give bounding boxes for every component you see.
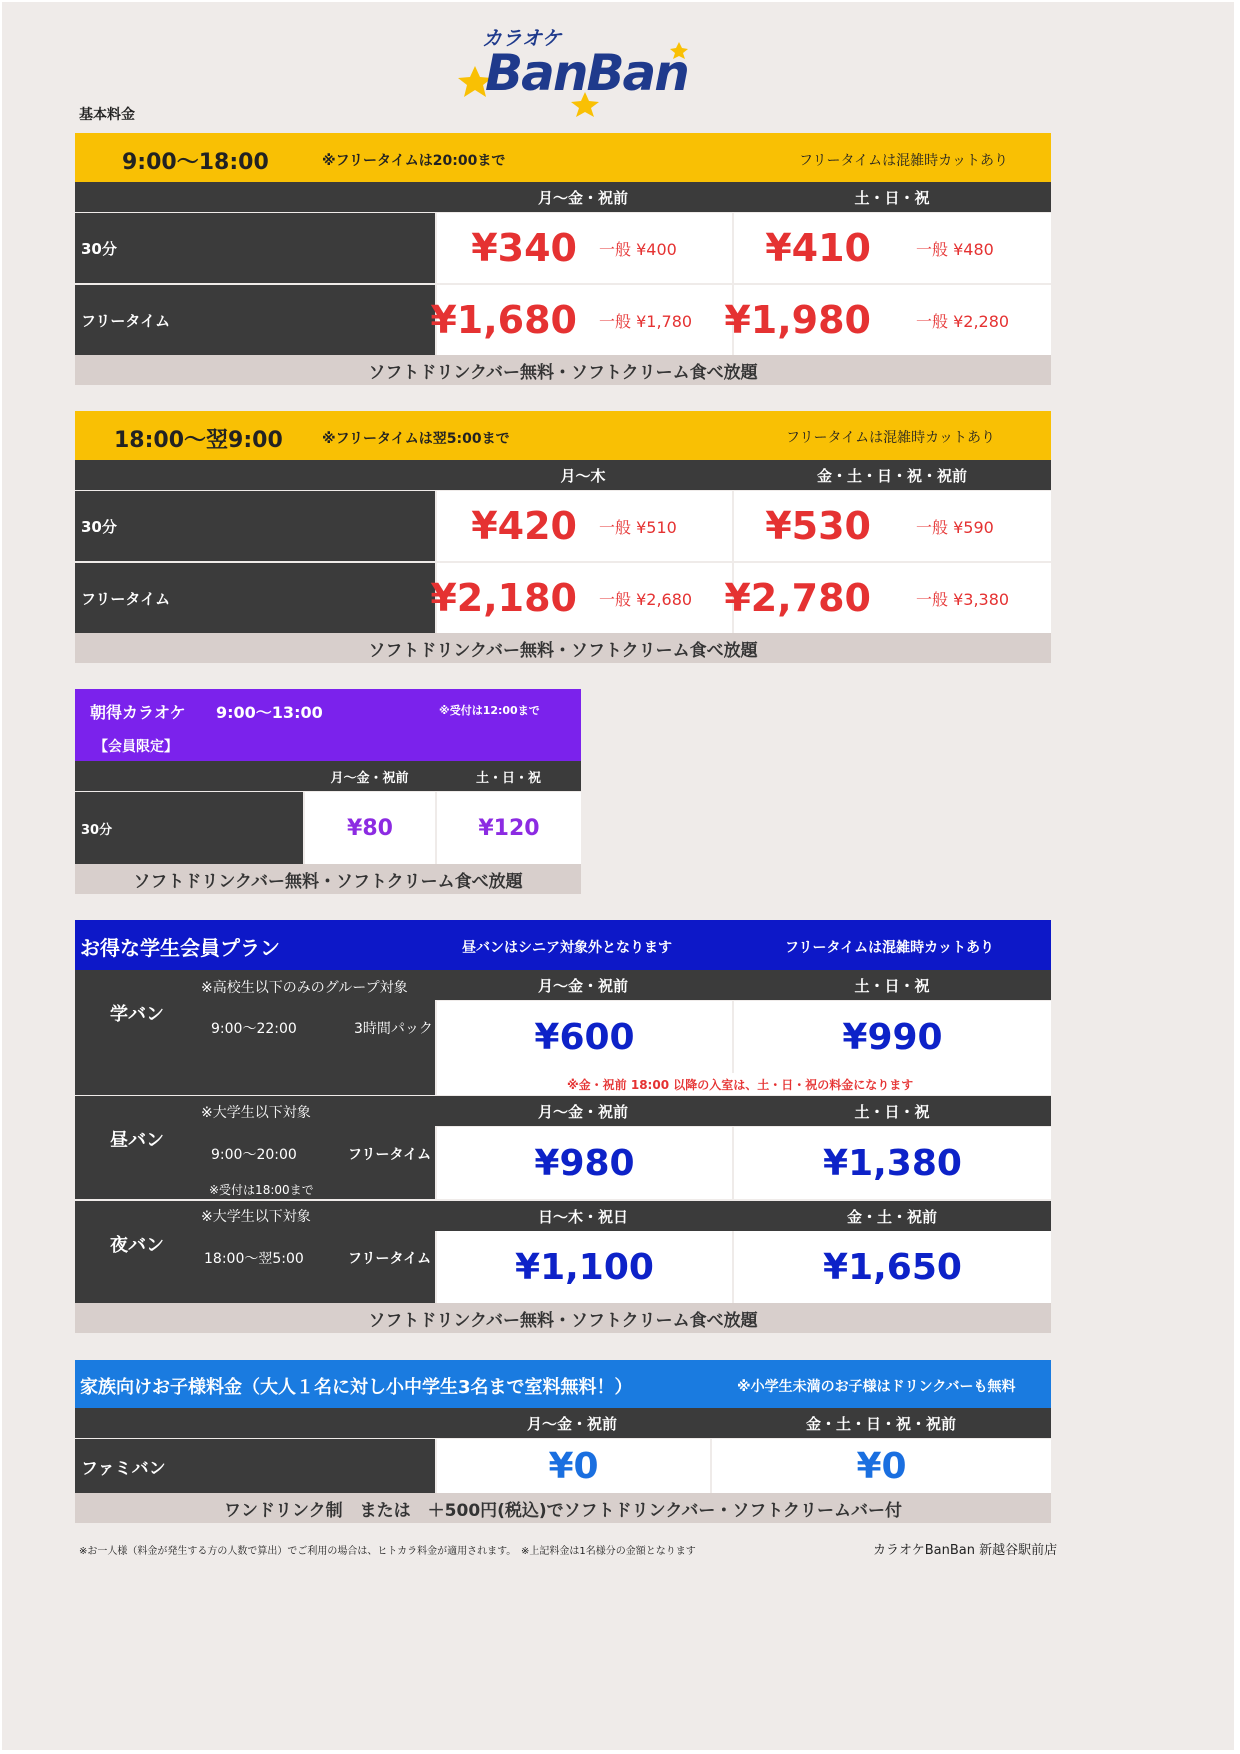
price: ¥0 [548,1445,599,1487]
price: ¥990 [842,1016,943,1058]
day-time: 9:00〜18:00 [122,150,269,175]
day-col1: 月〜金・祝前 [537,188,628,207]
student-footer: ソフトドリンクバー無料・ソフトクリーム食べ放題 [75,1303,1051,1333]
plan-col2: 土・日・祝 [854,976,930,995]
plan-name: 夜バン [110,1235,164,1256]
price: ¥1,100 [515,1246,654,1288]
night-row2-label: フリータイム [75,563,435,633]
plan-gakuban-cell2 [734,1001,1051,1073]
family-row-label: ファミバン [75,1439,435,1493]
plan-target: ※大学生以下対象 [201,1209,311,1225]
price: ¥2,180 [430,576,577,620]
price: ¥120 [478,815,540,841]
night-col1: 月〜木 [560,466,606,485]
student-note: 昼バンはシニア対象外となります [462,940,672,956]
price: ¥1,650 [823,1246,962,1288]
plan-col2: 金・土・祝前 [846,1207,937,1226]
morning-member: 【会員限定】 [94,739,178,755]
family-col1: 月〜金・祝前 [526,1414,617,1433]
night-col2: 金・土・日・祝・祝前 [816,466,967,485]
day-row1-cell2 [734,213,1051,283]
logo-top-text: カラオケ [482,26,562,50]
night-row1-label: 30分 [75,491,435,561]
logo-main-text: BanBan [485,44,688,102]
plan-type: フリータイム [348,1251,432,1267]
general-price: 一般 ¥510 [599,517,677,537]
family-cell2 [712,1439,1051,1493]
night-row2-cell2 [724,563,1051,633]
plan-extra-note: ※金・祝前 18:00 以降の入室は、土・日・祝の料金になります [567,1078,914,1092]
day-footer: ソフトドリンクバー無料・ソフトクリーム食べ放題 [75,355,1051,385]
bottom-note-2: ※上記料金は1名様分の金額となります [521,1546,696,1557]
plan-time: 18:00〜翌5:00 [204,1251,304,1267]
price: ¥980 [534,1142,635,1184]
plan-col2: 土・日・祝 [854,1102,930,1121]
family-note: ※小学生未満のお子様はドリンクバーも無料 [737,1379,1016,1395]
price: ¥1,980 [724,298,871,342]
family-cell1 [437,1439,710,1493]
night-row1-cell2 [734,491,1051,561]
student-cut-note: フリータイムは混雑時カットあり [785,940,995,956]
student-title: お得な学生会員プラン [80,936,280,960]
family-col2: 金・土・日・祝・祝前 [805,1414,956,1433]
price: ¥2,780 [724,576,871,620]
price: ¥340 [471,226,577,270]
bottom-note-1: ※お一人様（料金が発生する方の人数で算出）でご利用の場合は、ヒトカラ料金が適用されます。 [79,1546,517,1557]
night-footer: ソフトドリンクバー無料・ソフトクリーム食べ放題 [75,633,1051,663]
family-title: 家族向けお子様料金（大人１名に対し小中学生3名まで室料無料！） [80,1377,633,1398]
morning-col1: 月〜金・祝前 [330,770,409,786]
morning-note: ※受付は12:00まで [439,704,540,717]
morning-title: 朝得カラオケ [90,703,186,722]
plan-name: 昼バン [110,1130,164,1151]
price: ¥410 [765,226,871,270]
general-price: 一般 ¥2,280 [916,311,1010,331]
day-row1-cell1 [437,213,732,283]
morning-cell1 [305,792,435,864]
price: ¥1,680 [430,298,577,342]
store-name: カラオケBanBan 新越谷駅前店 [873,1543,1058,1558]
plan-target: ※高校生以下のみのグループ対象 [201,980,408,996]
plan-time: 9:00〜22:00 [211,1021,297,1037]
day-col2: 土・日・祝 [854,188,930,207]
general-price: 一般 ¥2,680 [599,589,693,609]
price: ¥420 [471,504,577,548]
plan-col1: 月〜金・祝前 [537,1102,628,1121]
logo [457,22,697,117]
morning-row-label: 30分 [75,792,303,864]
plan-hiruban-cell1 [437,1127,732,1199]
price-sheet [2,2,1234,1750]
general-price: 一般 ¥590 [916,517,994,537]
night-row2-cell1 [430,563,732,633]
day-row2-label: フリータイム [75,285,435,355]
day-cut-note: フリータイムは混雑時カットあり [799,153,1009,169]
plan-col1: 月〜金・祝前 [537,976,628,995]
plan-name: 学バン [110,1004,164,1025]
price: ¥530 [765,504,871,548]
plan-gakuban-cell1 [437,1001,732,1073]
day-note: ※フリータイムは20:00まで [322,153,506,169]
plan-col1: 日〜木・祝日 [537,1207,628,1226]
night-row1-cell1 [437,491,732,561]
price: ¥600 [534,1016,635,1058]
section-label: 基本料金 [79,107,135,123]
plan-type: 3時間パック [354,1021,433,1037]
plan-yoruban-cell2 [734,1231,1051,1303]
price: ¥0 [856,1445,907,1487]
morning-time: 9:00〜13:00 [216,703,323,722]
plan-hiruban-cell2 [734,1127,1051,1199]
general-price: 一般 ¥480 [916,239,994,259]
plan-time: 9:00〜20:00 [211,1147,297,1163]
price: ¥1,380 [823,1142,962,1184]
plan-type: フリータイム [348,1147,432,1163]
general-price: 一般 ¥400 [599,239,677,259]
general-price: 一般 ¥3,380 [916,589,1010,609]
night-time: 18:00〜翌9:00 [114,428,283,453]
general-price: 一般 ¥1,780 [599,311,693,331]
night-note: ※フリータイムは翌5:00まで [322,431,510,447]
day-row2-cell1 [430,285,732,355]
price: ¥80 [347,815,393,841]
day-row2-cell2 [724,285,1051,355]
family-footer: ワンドリンク制 または ＋500円(税込)でソフトドリンクバー・ソフトクリームバー付 [75,1493,1051,1523]
morning-col2: 土・日・祝 [475,770,541,786]
plan-yoruban-cell1 [437,1231,732,1303]
morning-footer: ソフトドリンクバー無料・ソフトクリーム食べ放題 [75,864,581,894]
day-row1-label: 30分 [75,213,435,283]
plan-sub-note: ※受付は18:00まで [209,1183,314,1197]
plan-target: ※大学生以下対象 [201,1105,311,1121]
night-cut-note: フリータイムは混雑時カットあり [786,430,996,446]
morning-cell2 [437,792,581,864]
